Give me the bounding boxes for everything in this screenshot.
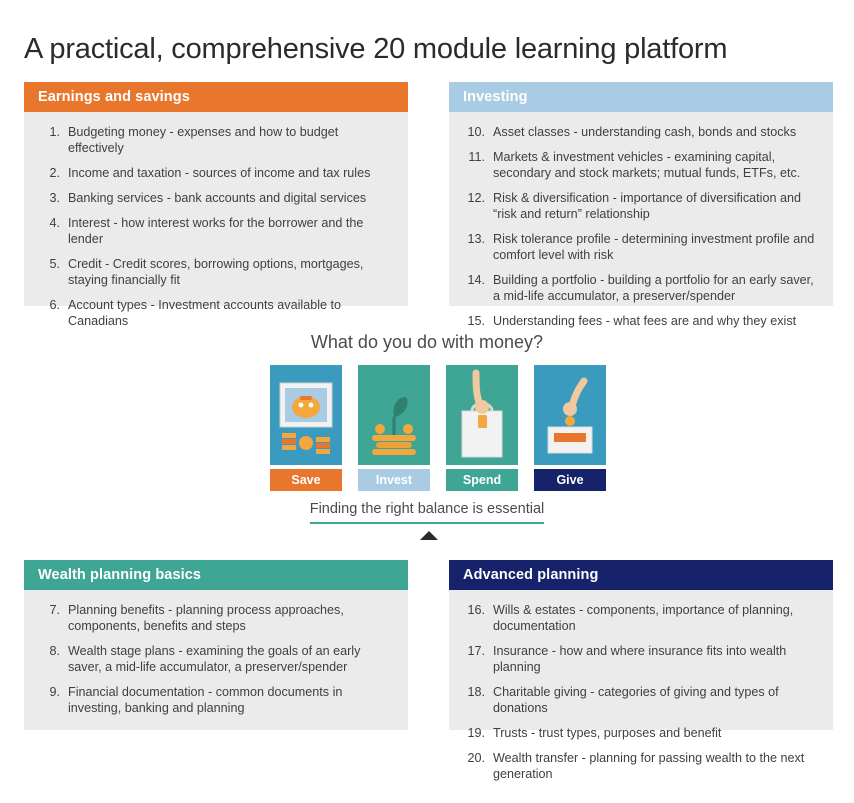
list-item <box>463 124 819 140</box>
item-number: 7. <box>49 603 60 617</box>
panel-advanced-planning <box>449 560 833 781</box>
item-number: 16. <box>467 603 485 617</box>
page-title: A practical, comprehensive 20 module learning platform <box>24 33 728 66</box>
item-text: Planning benefits - planning process approaches, components, benefits and steps <box>68 603 344 633</box>
list-item <box>463 602 819 634</box>
piggy-bank-icon <box>270 365 342 465</box>
tile-invest[interactable] <box>358 365 430 491</box>
panel-body-investing <box>449 112 833 350</box>
item-text: Building a portfolio - building a portfolio for an early saver, a mid-life accumulator, a preserver/spender <box>493 273 814 303</box>
item-text: Interest - how interest works for the borrower and the lender <box>68 216 364 246</box>
donation-box-icon <box>534 365 606 465</box>
panel-wealth-planning-basics <box>24 560 408 730</box>
growing-plant-coins-icon <box>358 365 430 465</box>
donation-box-illustration <box>534 365 606 465</box>
item-number: 10. <box>467 125 485 139</box>
item-number: 14. <box>467 273 485 287</box>
list-item <box>38 602 394 634</box>
list-item <box>38 684 394 716</box>
item-text: Markets & investment vehicles - examining capital, secondary and stock markets; mutual funds, ETFs, etc. <box>493 150 801 180</box>
list-item <box>463 684 819 716</box>
item-text: Banking services - bank accounts and digital services <box>68 191 367 205</box>
list-item <box>38 643 394 675</box>
item-text: Asset classes - understanding cash, bonds and stocks <box>493 125 797 139</box>
item-number: 2. <box>49 166 60 180</box>
panel-header-investing: Investing <box>449 82 833 112</box>
tile-spend[interactable] <box>446 365 518 491</box>
list-item <box>38 215 394 247</box>
item-text: Wealth transfer - planning for passing wealth to the next generation <box>493 751 805 781</box>
list-item <box>38 190 394 206</box>
list-item <box>463 149 819 181</box>
panel-earnings-and-savings <box>24 82 408 328</box>
module-list-wealth <box>38 602 394 716</box>
tile-label-invest: Invest <box>358 469 430 491</box>
item-number: 18. <box>467 685 485 699</box>
middle-question: What do you do with money? <box>310 332 544 352</box>
item-text: Insurance - how and where insurance fits into wealth planning <box>493 644 787 674</box>
item-number: 12. <box>467 191 485 205</box>
item-number: 17. <box>467 644 485 658</box>
item-number: 6. <box>49 298 60 312</box>
list-item <box>463 643 819 675</box>
panel-header-wealth: Wealth planning basics <box>24 560 408 590</box>
item-text: Trusts - trust types, purposes and benefit <box>493 726 722 740</box>
item-text: Risk tolerance profile - determining investment profile and comfort level with risk <box>493 232 815 262</box>
panel-header-earnings: Earnings and savings <box>24 82 408 112</box>
item-text: Understanding fees - what fees are and why they exist <box>493 314 797 328</box>
item-number: 20. <box>467 751 485 765</box>
item-number: 3. <box>49 191 60 205</box>
list-item <box>38 124 394 156</box>
pointer-triangle-icon <box>420 531 438 540</box>
shopping-bag-icon <box>446 365 518 465</box>
item-text: Income and taxation - sources of income and tax rules <box>68 166 371 180</box>
list-item <box>463 750 819 782</box>
item-number: 8. <box>49 644 60 658</box>
panel-header-advanced: Advanced planning <box>449 560 833 590</box>
list-item <box>38 297 394 329</box>
item-number: 5. <box>49 257 60 271</box>
shopping-bag-illustration <box>446 365 518 465</box>
item-text: Budgeting money - expenses and how to budget effectively <box>68 125 339 155</box>
balance-text: Finding the right balance is essential <box>310 501 545 524</box>
tile-save[interactable] <box>270 365 342 491</box>
module-list-investing <box>463 124 819 329</box>
list-item <box>463 231 819 263</box>
panel-investing <box>449 82 833 328</box>
item-text: Financial documentation - common documents in investing, banking and planning <box>68 685 343 715</box>
panel-body-advanced <box>449 590 833 803</box>
money-action-tiles <box>270 365 590 491</box>
item-number: 11. <box>468 150 485 164</box>
item-number: 9. <box>49 685 60 699</box>
item-text: Wills & estates - components, importance of planning, documentation <box>493 603 794 633</box>
item-number: 13. <box>467 232 485 246</box>
plant-coins-illustration <box>358 365 430 465</box>
item-text: Account types - Investment accounts available to Canadians <box>68 298 342 328</box>
piggy-bank-illustration <box>270 365 342 465</box>
tile-label-spend: Spend <box>446 469 518 491</box>
module-list-earnings <box>38 124 394 329</box>
item-text: Charitable giving - categories of giving and types of donations <box>493 685 779 715</box>
list-item <box>463 725 819 741</box>
item-text: Risk & diversification - importance of diversification and “risk and return” relationship <box>493 191 801 221</box>
list-item <box>463 272 819 304</box>
list-item <box>463 313 819 329</box>
panel-body-wealth <box>24 590 408 737</box>
item-number: 4. <box>49 216 60 230</box>
list-item <box>38 165 394 181</box>
list-item <box>463 190 819 222</box>
list-item <box>38 256 394 288</box>
tile-label-give: Give <box>534 469 606 491</box>
item-number: 19. <box>467 726 485 740</box>
panel-body-earnings <box>24 112 408 350</box>
item-text: Credit - Credit scores, borrowing options, mortgages, staying financially fit <box>68 257 364 287</box>
item-text: Wealth stage plans - examining the goals of an early saver, a mid-life accumulator, a preserver/spender <box>68 644 361 674</box>
balance-note <box>0 500 854 524</box>
tile-label-save: Save <box>270 469 342 491</box>
item-number: 15. <box>467 314 485 328</box>
module-list-advanced <box>463 602 819 782</box>
tile-give[interactable] <box>534 365 606 491</box>
item-number: 1. <box>49 125 60 139</box>
